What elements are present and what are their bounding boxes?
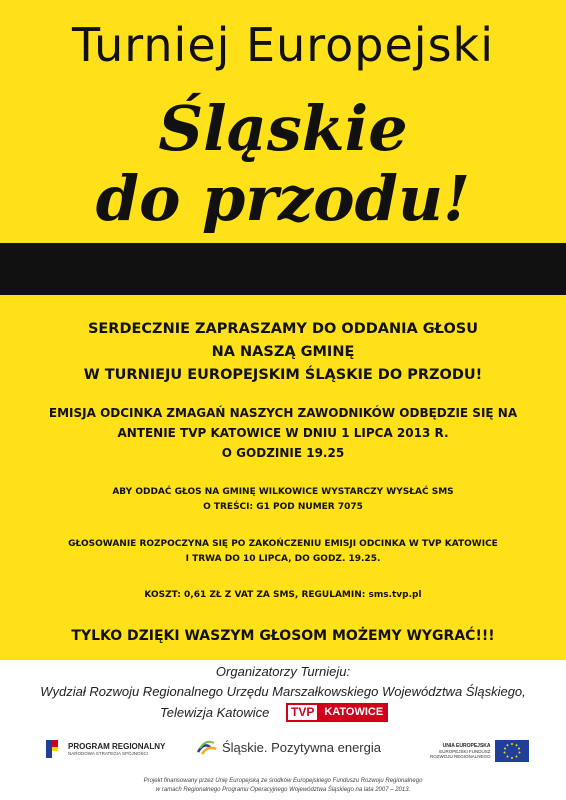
- program-regionalny-icon: [42, 738, 64, 760]
- program-regionalny-sub: NARODOWA STRATEGIA SPÓJNOŚCI: [68, 751, 149, 756]
- closing-slogan: TYLKO DZIĘKI WASZYM GŁOSOM MOŻEMY WYGRAĆ!!!: [71, 628, 495, 644]
- eu-logo: [430, 740, 529, 762]
- emission-line: ANTENIE TVP KATOWICE W DNIU 1 LIPCA 2013 R.: [117, 426, 449, 440]
- funding-note-line-1: Projekt finansowany przez Unię Europejską ze środków Europejskiego Funduszu Rozwoju Regionalnego: [143, 778, 423, 784]
- period-line: I TRWA DO 10 LIPCA, DO GODZ. 19.25.: [185, 554, 381, 564]
- invitation-line: NA NASZĄ GMINĘ: [211, 344, 355, 360]
- eu-flag-icon: [495, 740, 529, 762]
- slogan-line-2: do przodu!: [95, 162, 471, 235]
- slogan-line-1: Śląskie: [158, 92, 408, 165]
- tvp-logo-text: TVP: [286, 703, 319, 722]
- program-regionalny-label: PROGRAM REGIONALNY: [68, 742, 166, 751]
- eu-fund-line: EUROPEJSKI FUNDUSZ: [439, 749, 491, 754]
- emission-line: EMISJA ODCINKA ZMAGAŃ NASZYCH ZAWODNIKÓW ODBĘDZIE SIĘ NA: [48, 406, 518, 420]
- sms-cost: KOSZT: 0,61 ZŁ Z VAT ZA SMS, REGULAMIN: sms.tvp.pl: [144, 590, 422, 600]
- vote-instructions: [20, 485, 546, 515]
- organizer-2: Telewizja Katowice: [160, 705, 270, 720]
- vote-line: ABY ODDAĆ GŁOS NA GMINĘ WILKOWICE WYSTARCZY WYSŁAĆ SMS: [112, 487, 454, 497]
- tvp-katowice-text: KATOWICE: [319, 703, 388, 722]
- program-regionalny-logo: [42, 738, 165, 760]
- slaskie-logo: [196, 738, 381, 756]
- vote-line: O TREŚCI: G1 POD NUMER 7075: [203, 502, 363, 512]
- voting-period: [20, 537, 546, 567]
- period-line: GŁOSOWANIE ROZPOCZYNA SIĘ PO ZAKOŃCZENIU EMISJI ODCINKA W TVP KATOWICE: [68, 539, 498, 549]
- emission-info: [20, 403, 546, 463]
- slaskie-logo-text: Śląskie. Pozytywna energia: [222, 739, 381, 755]
- invitation-text: [20, 318, 546, 387]
- invitation-line: SERDECZNIE ZAPRASZAMY DO ODDANIA GŁOSU: [87, 321, 479, 337]
- invitation-line: W TURNIEJU EUROPEJSKIM ŚLĄSKIE DO PRZODU!: [83, 367, 483, 383]
- organizers-title: Organizatorzy Turnieju:: [215, 664, 351, 679]
- tvp-katowice-logo: [286, 703, 388, 722]
- slaskie-wave-icon: [196, 738, 218, 756]
- page-title: Turniej Europejski: [72, 18, 494, 72]
- organizer-1: Wydział Rozwoju Regionalnego Urzędu Marszałkowskiego Województwa Śląskiego,: [40, 684, 526, 699]
- funding-note-line-2: w ramach Regionalnego Programu Operacyjnego Województwa Śląskiego na lata 2007 – 2013.: [155, 787, 411, 793]
- eu-title: UNIA EUROPEJSKA: [442, 743, 491, 749]
- eu-fund-line: ROZWOJU REGIONALNEGO: [430, 754, 491, 759]
- black-band: [0, 243, 566, 295]
- emission-line: O GODZINIE 19.25: [221, 446, 345, 460]
